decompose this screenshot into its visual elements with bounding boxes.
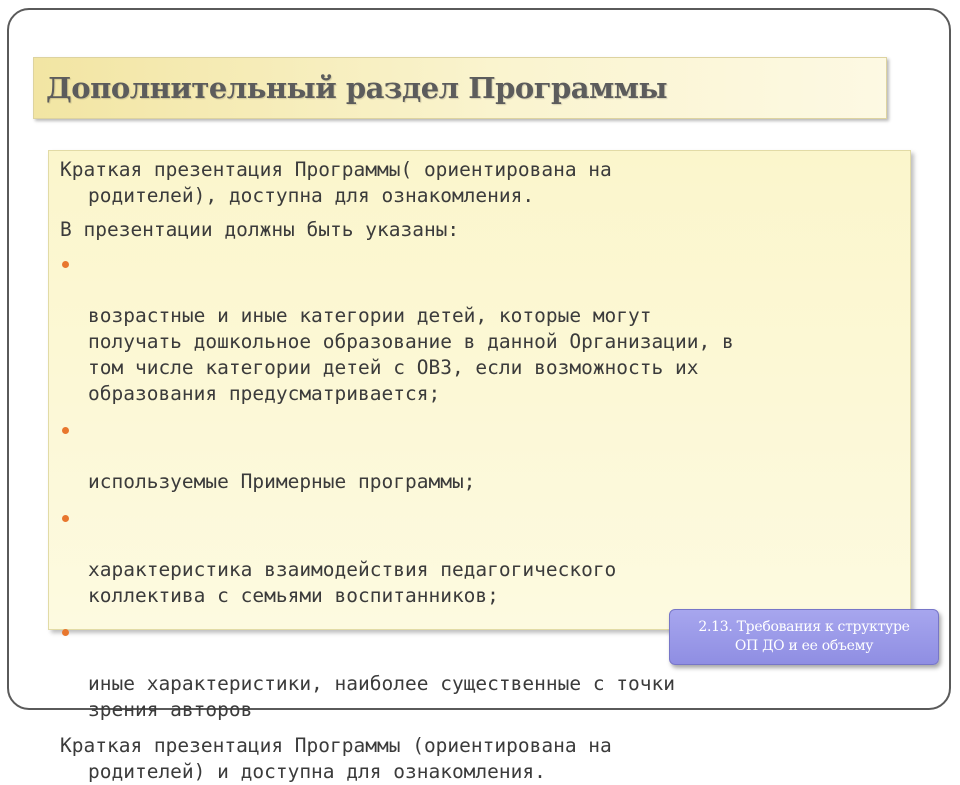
list-item bbox=[60, 505, 900, 609]
bullet-dot-icon bbox=[62, 515, 69, 522]
slide-title: Дополнительный раздел Программы bbox=[46, 71, 668, 105]
title-bar bbox=[33, 57, 887, 119]
list-item bbox=[60, 417, 900, 495]
bullet-dot-icon bbox=[62, 427, 69, 434]
list-item-text: используемые Примерные программы; bbox=[88, 470, 476, 493]
section-link-line-2: ОП ДО и ее объему bbox=[734, 638, 874, 654]
lead-paragraph: В презентации должны быть указаны: bbox=[60, 218, 460, 241]
list-item-text: иные характеристики, наиболее существенные с точки зрения авторов bbox=[88, 672, 675, 721]
bullet-dot-icon bbox=[62, 629, 69, 636]
intro-paragraph: Краткая презентация Программы( ориентирована на родителей), доступна для ознакомления. bbox=[60, 158, 612, 207]
outro-paragraph: Краткая презентация Программы (ориентирована на родителей) и доступна для ознакомления. bbox=[60, 734, 612, 783]
list-item bbox=[60, 251, 900, 407]
bullet-dot-icon bbox=[62, 261, 69, 268]
section-link-button[interactable] bbox=[669, 609, 939, 665]
list-item-text: характеристика взаимодействия педагогического коллектива с семьями воспитанников; bbox=[88, 558, 617, 607]
section-link-line-1: 2.13. Требования к структуре bbox=[698, 619, 910, 635]
list-item-text: возрастные и иные категории детей, которые могут получать дошкольное образование в данной Организации, в том числе категории детей с ОВЗ, если возможность их образования предусматривается; bbox=[88, 304, 734, 405]
